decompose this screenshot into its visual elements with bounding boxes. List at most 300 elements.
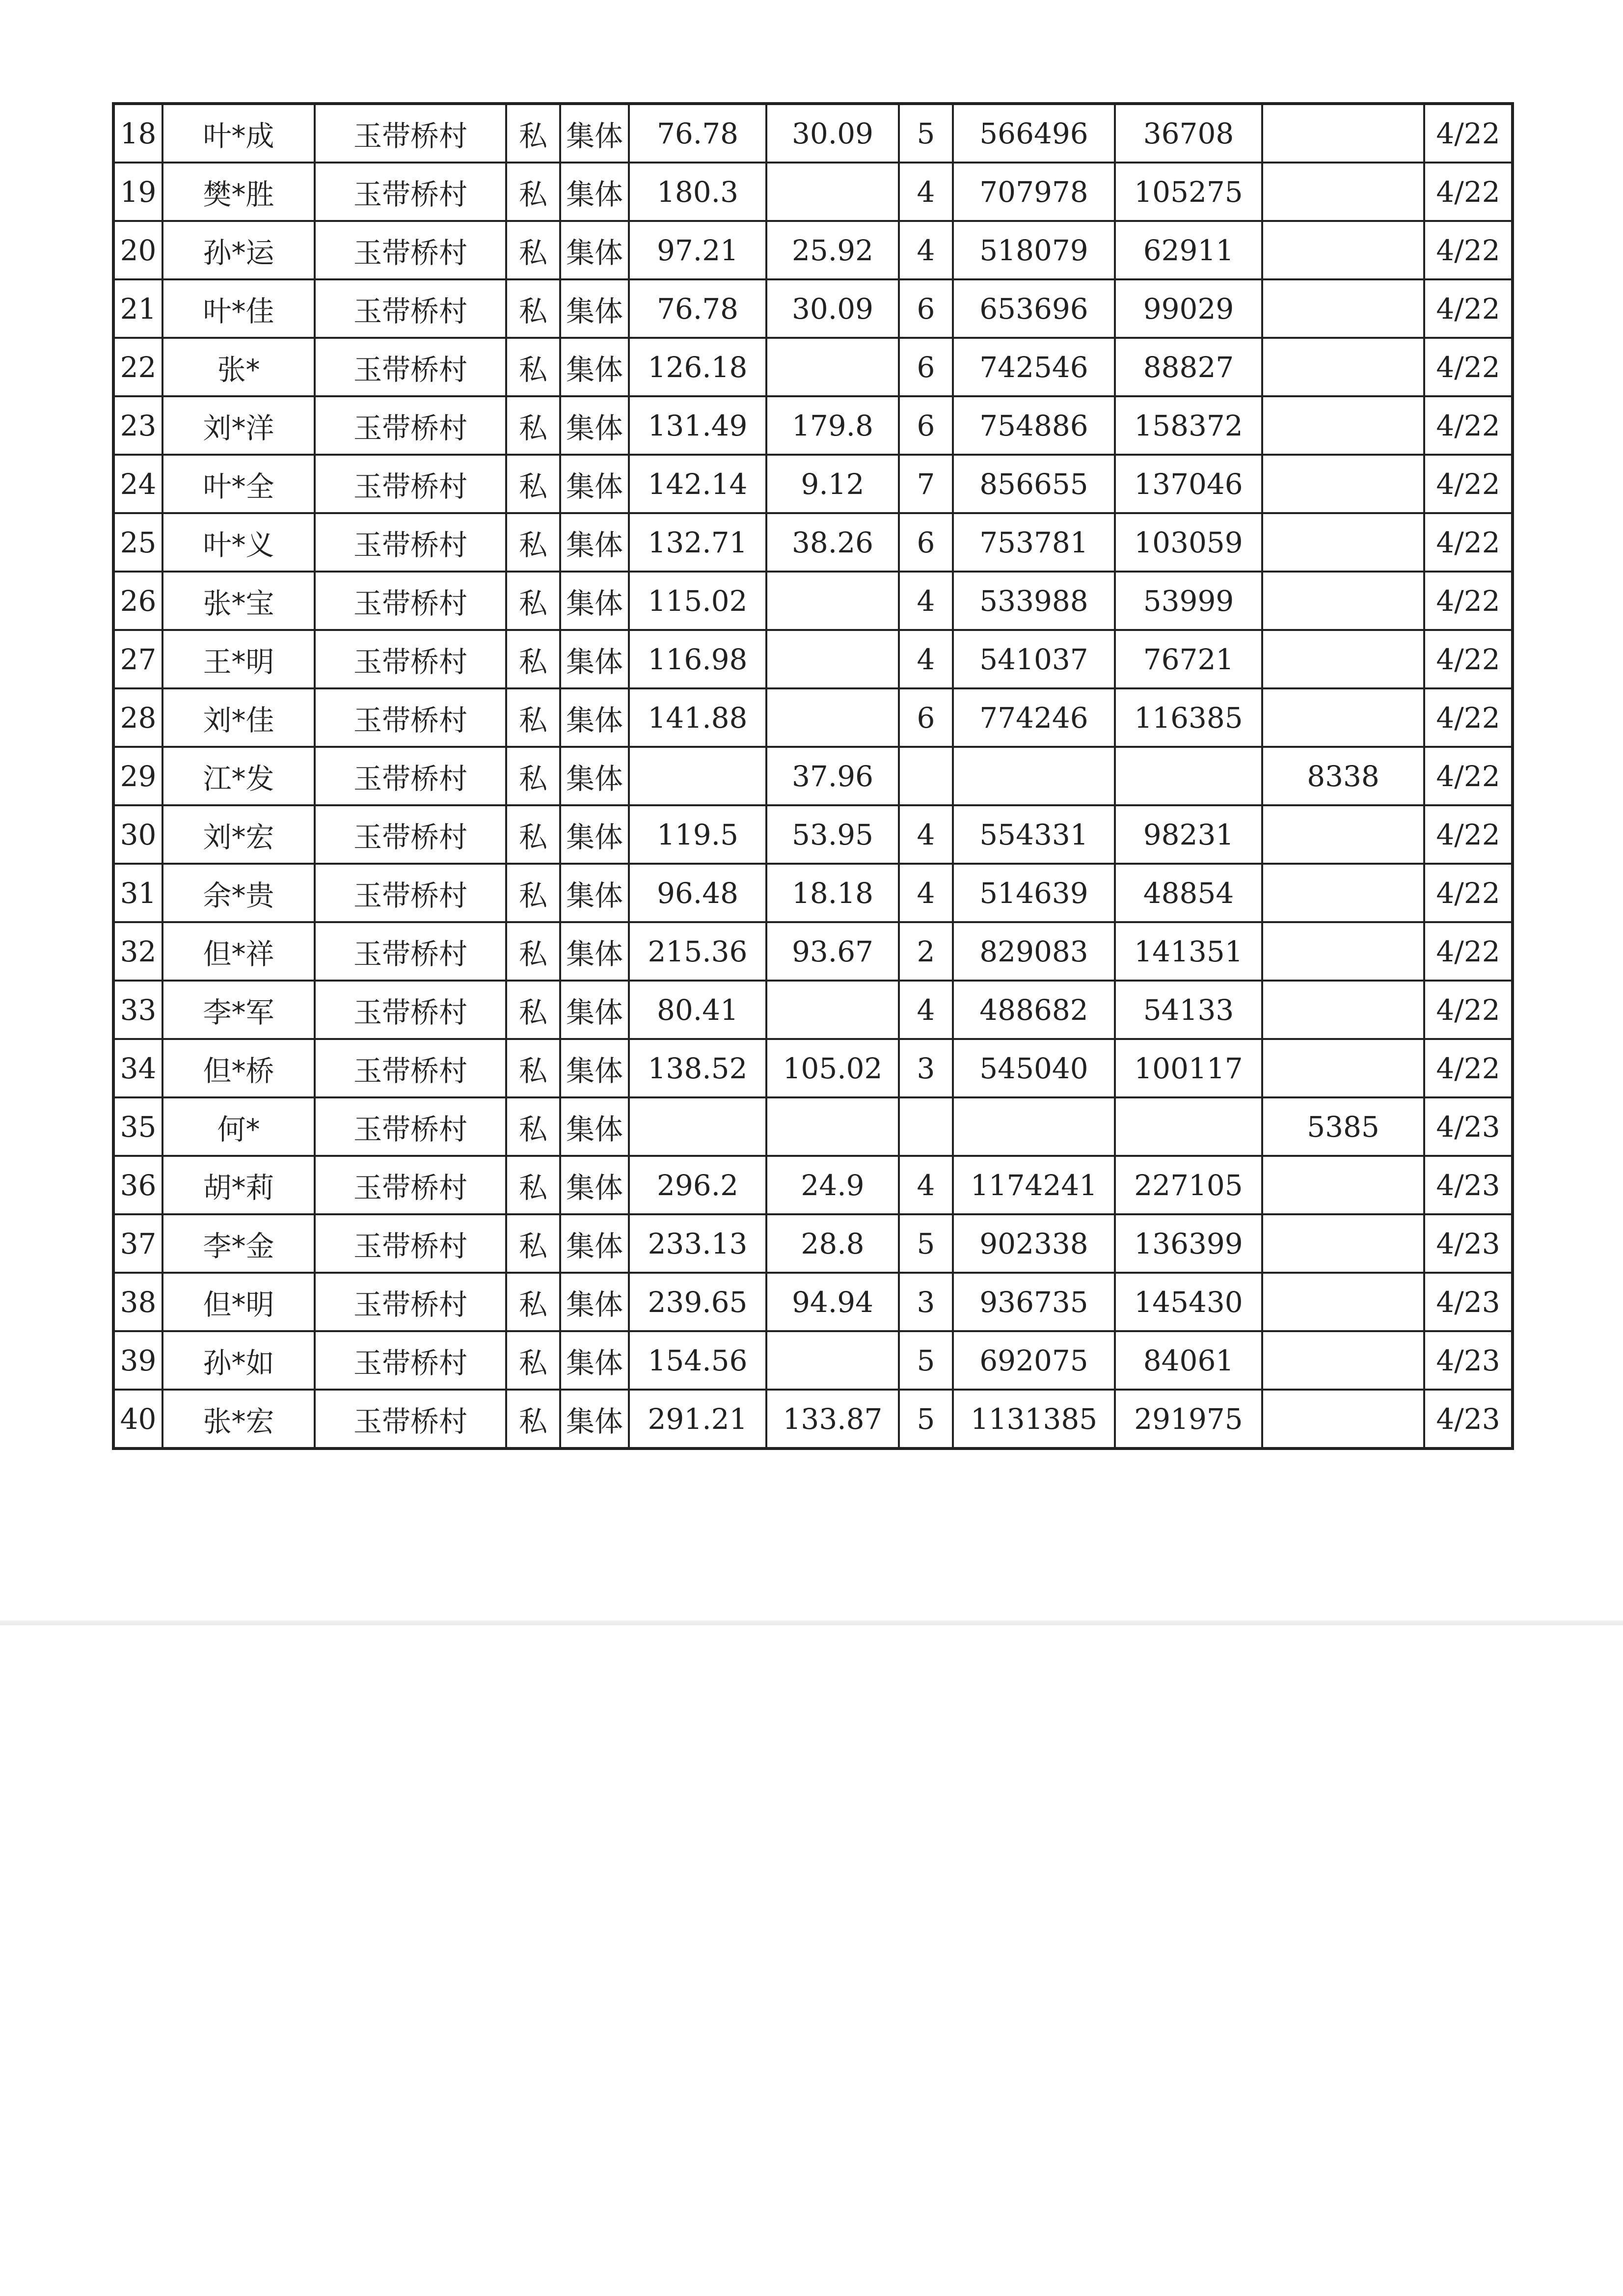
cell-ownership: 集体 [560, 864, 629, 922]
cell-amount-a: 545040 [953, 1039, 1115, 1097]
cell-type: 私 [506, 747, 560, 805]
cell-date: 4/22 [1424, 513, 1513, 572]
cell-village: 玉带桥村 [315, 455, 506, 513]
cell-amount-a: 1131385 [953, 1390, 1115, 1449]
table-row [113, 1331, 1513, 1390]
cell-type: 私 [506, 455, 560, 513]
cell-date: 4/22 [1424, 805, 1513, 864]
cell-date: 4/22 [1424, 1039, 1513, 1097]
cell-type: 私 [506, 981, 560, 1039]
cell-name: 但*祥 [162, 922, 315, 981]
cell-area-a: 138.52 [629, 1039, 766, 1097]
cell-amount-b: 54133 [1115, 981, 1262, 1039]
table-row [113, 396, 1513, 455]
cell-amount-c [1262, 1214, 1424, 1273]
cell-type: 私 [506, 396, 560, 455]
table-row [113, 1039, 1513, 1097]
cell-area-a: 296.2 [629, 1156, 766, 1214]
cell-type: 私 [506, 1156, 560, 1214]
cell-village: 玉带桥村 [315, 163, 506, 221]
cell-area-b [766, 630, 899, 688]
cell-count: 4 [899, 864, 953, 922]
cell-ownership: 集体 [560, 221, 629, 279]
cell-amount-a: 518079 [953, 221, 1115, 279]
cell-area-b [766, 1097, 899, 1156]
cell-amount-b: 84061 [1115, 1331, 1262, 1390]
cell-area-b: 94.94 [766, 1273, 899, 1331]
cell-no: 36 [113, 1156, 162, 1214]
cell-count: 3 [899, 1273, 953, 1331]
cell-count: 6 [899, 513, 953, 572]
cell-ownership: 集体 [560, 1039, 629, 1097]
table-row [113, 864, 1513, 922]
cell-amount-a: 856655 [953, 455, 1115, 513]
cell-no: 22 [113, 338, 162, 396]
cell-area-a: 141.88 [629, 688, 766, 747]
cell-amount-b: 36708 [1115, 104, 1262, 163]
cell-area-a [629, 1097, 766, 1156]
cell-type: 私 [506, 1331, 560, 1390]
table-row [113, 1390, 1513, 1449]
cell-type: 私 [506, 1039, 560, 1097]
cell-amount-c [1262, 630, 1424, 688]
table-row [113, 572, 1513, 630]
cell-ownership: 集体 [560, 396, 629, 455]
cell-area-b [766, 1331, 899, 1390]
cell-area-a: 76.78 [629, 279, 766, 338]
cell-name: 刘*佳 [162, 688, 315, 747]
cell-village: 玉带桥村 [315, 513, 506, 572]
cell-amount-b: 98231 [1115, 805, 1262, 864]
cell-date: 4/23 [1424, 1273, 1513, 1331]
cell-name: 刘*宏 [162, 805, 315, 864]
cell-amount-b [1115, 1097, 1262, 1156]
cell-area-a: 291.21 [629, 1390, 766, 1449]
cell-amount-a: 1174241 [953, 1156, 1115, 1214]
cell-name: 李*金 [162, 1214, 315, 1273]
cell-date: 4/23 [1424, 1214, 1513, 1273]
cell-amount-b: 137046 [1115, 455, 1262, 513]
cell-area-b: 28.8 [766, 1214, 899, 1273]
cell-type: 私 [506, 221, 560, 279]
cell-village: 玉带桥村 [315, 279, 506, 338]
cell-amount-c: 8338 [1262, 747, 1424, 805]
cell-no: 21 [113, 279, 162, 338]
table-row [113, 104, 1513, 163]
cell-amount-a: 692075 [953, 1331, 1115, 1390]
cell-name: 张*宝 [162, 572, 315, 630]
cell-area-b: 24.9 [766, 1156, 899, 1214]
cell-type: 私 [506, 805, 560, 864]
cell-count: 6 [899, 338, 953, 396]
cell-no: 24 [113, 455, 162, 513]
table-row [113, 338, 1513, 396]
cell-amount-c [1262, 221, 1424, 279]
table-row [113, 1097, 1513, 1156]
cell-no: 27 [113, 630, 162, 688]
cell-no: 35 [113, 1097, 162, 1156]
cell-area-a: 97.21 [629, 221, 766, 279]
cell-type: 私 [506, 1390, 560, 1449]
cell-area-b [766, 688, 899, 747]
cell-amount-c [1262, 338, 1424, 396]
cell-no: 39 [113, 1331, 162, 1390]
cell-amount-c [1262, 1390, 1424, 1449]
cell-amount-a: 742546 [953, 338, 1115, 396]
cell-count: 4 [899, 221, 953, 279]
cell-ownership: 集体 [560, 1156, 629, 1214]
cell-area-a: 96.48 [629, 864, 766, 922]
cell-name: 叶*全 [162, 455, 315, 513]
cell-amount-c [1262, 805, 1424, 864]
cell-no: 18 [113, 104, 162, 163]
cell-village: 玉带桥村 [315, 338, 506, 396]
cell-area-b: 133.87 [766, 1390, 899, 1449]
cell-amount-c [1262, 455, 1424, 513]
cell-count: 4 [899, 981, 953, 1039]
cell-amount-b: 227105 [1115, 1156, 1262, 1214]
cell-count [899, 747, 953, 805]
cell-amount-a: 753781 [953, 513, 1115, 572]
cell-type: 私 [506, 338, 560, 396]
cell-count: 7 [899, 455, 953, 513]
cell-date: 4/22 [1424, 279, 1513, 338]
records-table [112, 102, 1514, 1450]
cell-count: 4 [899, 805, 953, 864]
cell-no: 34 [113, 1039, 162, 1097]
cell-amount-c [1262, 688, 1424, 747]
cell-area-b: 93.67 [766, 922, 899, 981]
cell-area-a: 80.41 [629, 981, 766, 1039]
cell-no: 31 [113, 864, 162, 922]
cell-count: 5 [899, 104, 953, 163]
cell-name: 孙*如 [162, 1331, 315, 1390]
cell-village: 玉带桥村 [315, 630, 506, 688]
cell-amount-c [1262, 981, 1424, 1039]
table-row [113, 1214, 1513, 1273]
cell-village: 玉带桥村 [315, 396, 506, 455]
cell-ownership: 集体 [560, 981, 629, 1039]
cell-date: 4/22 [1424, 163, 1513, 221]
cell-type: 私 [506, 1097, 560, 1156]
cell-village: 玉带桥村 [315, 747, 506, 805]
cell-no: 38 [113, 1273, 162, 1331]
cell-type: 私 [506, 1273, 560, 1331]
cell-type: 私 [506, 279, 560, 338]
cell-date: 4/22 [1424, 338, 1513, 396]
cell-amount-b: 99029 [1115, 279, 1262, 338]
cell-no: 26 [113, 572, 162, 630]
cell-count: 4 [899, 572, 953, 630]
cell-type: 私 [506, 630, 560, 688]
table-row [113, 630, 1513, 688]
cell-no: 19 [113, 163, 162, 221]
cell-amount-a: 829083 [953, 922, 1115, 981]
cell-no: 28 [113, 688, 162, 747]
cell-count [899, 1097, 953, 1156]
cell-date: 4/23 [1424, 1390, 1513, 1449]
cell-amount-b: 136399 [1115, 1214, 1262, 1273]
cell-amount-c [1262, 1156, 1424, 1214]
table-row [113, 747, 1513, 805]
cell-ownership: 集体 [560, 163, 629, 221]
cell-name: 刘*洋 [162, 396, 315, 455]
cell-area-a [629, 747, 766, 805]
cell-amount-a: 541037 [953, 630, 1115, 688]
cell-name: 但*桥 [162, 1039, 315, 1097]
cell-village: 玉带桥村 [315, 922, 506, 981]
cell-amount-c [1262, 396, 1424, 455]
cell-type: 私 [506, 922, 560, 981]
cell-type: 私 [506, 513, 560, 572]
cell-amount-a: 754886 [953, 396, 1115, 455]
cell-amount-a: 514639 [953, 864, 1115, 922]
cell-ownership: 集体 [560, 1214, 629, 1273]
cell-count: 5 [899, 1214, 953, 1273]
cell-village: 玉带桥村 [315, 1214, 506, 1273]
cell-name: 张*宏 [162, 1390, 315, 1449]
cell-name: 叶*义 [162, 513, 315, 572]
cell-village: 玉带桥村 [315, 1390, 506, 1449]
cell-area-a: 119.5 [629, 805, 766, 864]
cell-village: 玉带桥村 [315, 1273, 506, 1331]
cell-ownership: 集体 [560, 104, 629, 163]
cell-name: 李*军 [162, 981, 315, 1039]
cell-count: 4 [899, 1156, 953, 1214]
cell-amount-b: 100117 [1115, 1039, 1262, 1097]
cell-date: 4/22 [1424, 104, 1513, 163]
cell-village: 玉带桥村 [315, 1039, 506, 1097]
cell-name: 余*贵 [162, 864, 315, 922]
cell-date: 4/22 [1424, 455, 1513, 513]
cell-amount-c [1262, 1039, 1424, 1097]
cell-no: 25 [113, 513, 162, 572]
cell-village: 玉带桥村 [315, 864, 506, 922]
cell-count: 2 [899, 922, 953, 981]
cell-area-a: 132.71 [629, 513, 766, 572]
cell-ownership: 集体 [560, 805, 629, 864]
table-row [113, 279, 1513, 338]
table-row [113, 981, 1513, 1039]
cell-ownership: 集体 [560, 279, 629, 338]
cell-village: 玉带桥村 [315, 221, 506, 279]
cell-name: 江*发 [162, 747, 315, 805]
cell-type: 私 [506, 688, 560, 747]
cell-ownership: 集体 [560, 1331, 629, 1390]
cell-count: 4 [899, 630, 953, 688]
cell-village: 玉带桥村 [315, 572, 506, 630]
table-row [113, 1273, 1513, 1331]
cell-name: 张* [162, 338, 315, 396]
cell-name: 叶*佳 [162, 279, 315, 338]
table-row [113, 922, 1513, 981]
cell-amount-a: 554331 [953, 805, 1115, 864]
cell-amount-c [1262, 1273, 1424, 1331]
cell-area-b: 25.92 [766, 221, 899, 279]
cell-name: 胡*莉 [162, 1156, 315, 1214]
cell-village: 玉带桥村 [315, 1331, 506, 1390]
cell-count: 6 [899, 688, 953, 747]
cell-type: 私 [506, 572, 560, 630]
cell-ownership: 集体 [560, 922, 629, 981]
cell-ownership: 集体 [560, 338, 629, 396]
cell-amount-c [1262, 1331, 1424, 1390]
cell-no: 30 [113, 805, 162, 864]
cell-area-a: 126.18 [629, 338, 766, 396]
cell-area-a: 233.13 [629, 1214, 766, 1273]
cell-area-b: 30.09 [766, 279, 899, 338]
cell-count: 4 [899, 163, 953, 221]
cell-area-a: 131.49 [629, 396, 766, 455]
cell-count: 3 [899, 1039, 953, 1097]
cell-amount-c [1262, 513, 1424, 572]
cell-village: 玉带桥村 [315, 1156, 506, 1214]
table-row [113, 805, 1513, 864]
cell-amount-b: 105275 [1115, 163, 1262, 221]
cell-village: 玉带桥村 [315, 981, 506, 1039]
cell-date: 4/22 [1424, 864, 1513, 922]
cell-ownership: 集体 [560, 630, 629, 688]
cell-area-b [766, 981, 899, 1039]
cell-date: 4/22 [1424, 688, 1513, 747]
cell-type: 私 [506, 864, 560, 922]
cell-area-b: 53.95 [766, 805, 899, 864]
cell-area-a: 115.02 [629, 572, 766, 630]
cell-date: 4/22 [1424, 630, 1513, 688]
cell-area-b: 179.8 [766, 396, 899, 455]
table-row [113, 1156, 1513, 1214]
cell-area-b: 30.09 [766, 104, 899, 163]
cell-amount-b [1115, 747, 1262, 805]
cell-date: 4/22 [1424, 572, 1513, 630]
cell-amount-a: 936735 [953, 1273, 1115, 1331]
cell-amount-c [1262, 864, 1424, 922]
cell-no: 32 [113, 922, 162, 981]
cell-name: 孙*运 [162, 221, 315, 279]
cell-area-b [766, 572, 899, 630]
cell-type: 私 [506, 104, 560, 163]
cell-amount-b: 103059 [1115, 513, 1262, 572]
cell-amount-b: 62911 [1115, 221, 1262, 279]
cell-amount-c [1262, 279, 1424, 338]
cell-date: 4/23 [1424, 1097, 1513, 1156]
cell-area-a: 76.78 [629, 104, 766, 163]
cell-ownership: 集体 [560, 455, 629, 513]
cell-amount-a: 774246 [953, 688, 1115, 747]
cell-amount-c [1262, 572, 1424, 630]
cell-name: 王*明 [162, 630, 315, 688]
cell-date: 4/22 [1424, 396, 1513, 455]
cell-amount-a: 653696 [953, 279, 1115, 338]
cell-count: 6 [899, 279, 953, 338]
cell-area-b: 37.96 [766, 747, 899, 805]
cell-village: 玉带桥村 [315, 805, 506, 864]
cell-area-b: 105.02 [766, 1039, 899, 1097]
table-row [113, 221, 1513, 279]
cell-amount-c [1262, 922, 1424, 981]
cell-amount-a: 533988 [953, 572, 1115, 630]
cell-count: 5 [899, 1331, 953, 1390]
cell-amount-b: 145430 [1115, 1273, 1262, 1331]
cell-area-b [766, 163, 899, 221]
cell-count: 5 [899, 1390, 953, 1449]
cell-area-a: 239.65 [629, 1273, 766, 1331]
cell-ownership: 集体 [560, 1097, 629, 1156]
table-body [113, 104, 1513, 1449]
cell-amount-b: 76721 [1115, 630, 1262, 688]
cell-ownership: 集体 [560, 513, 629, 572]
cell-no: 33 [113, 981, 162, 1039]
cell-amount-b: 53999 [1115, 572, 1262, 630]
cell-ownership: 集体 [560, 688, 629, 747]
cell-village: 玉带桥村 [315, 104, 506, 163]
cell-no: 40 [113, 1390, 162, 1449]
cell-date: 4/22 [1424, 747, 1513, 805]
table-row [113, 455, 1513, 513]
cell-amount-c [1262, 163, 1424, 221]
table-row [113, 513, 1513, 572]
cell-type: 私 [506, 163, 560, 221]
cell-date: 4/22 [1424, 922, 1513, 981]
cell-date: 4/22 [1424, 981, 1513, 1039]
cell-area-a: 116.98 [629, 630, 766, 688]
cell-area-a: 142.14 [629, 455, 766, 513]
cell-area-a: 154.56 [629, 1331, 766, 1390]
cell-name: 何* [162, 1097, 315, 1156]
cell-area-a: 215.36 [629, 922, 766, 981]
cell-amount-b: 48854 [1115, 864, 1262, 922]
cell-date: 4/23 [1424, 1156, 1513, 1214]
cell-amount-a: 488682 [953, 981, 1115, 1039]
cell-village: 玉带桥村 [315, 688, 506, 747]
table-row [113, 688, 1513, 747]
cell-amount-b: 116385 [1115, 688, 1262, 747]
cell-amount-b: 141351 [1115, 922, 1262, 981]
cell-amount-a: 902338 [953, 1214, 1115, 1273]
cell-ownership: 集体 [560, 747, 629, 805]
cell-name: 但*明 [162, 1273, 315, 1331]
cell-area-b: 38.26 [766, 513, 899, 572]
cell-count: 6 [899, 396, 953, 455]
cell-amount-a: 566496 [953, 104, 1115, 163]
cell-type: 私 [506, 1214, 560, 1273]
cell-ownership: 集体 [560, 1273, 629, 1331]
cell-amount-b: 158372 [1115, 396, 1262, 455]
cell-amount-c: 5385 [1262, 1097, 1424, 1156]
cell-amount-c [1262, 104, 1424, 163]
table-row [113, 163, 1513, 221]
cell-no: 29 [113, 747, 162, 805]
cell-amount-a: 707978 [953, 163, 1115, 221]
cell-date: 4/22 [1424, 221, 1513, 279]
cell-name: 叶*成 [162, 104, 315, 163]
cell-area-b: 9.12 [766, 455, 899, 513]
scan-edge [0, 1620, 1623, 1625]
cell-ownership: 集体 [560, 572, 629, 630]
cell-no: 23 [113, 396, 162, 455]
cell-amount-a [953, 1097, 1115, 1156]
cell-area-b: 18.18 [766, 864, 899, 922]
cell-no: 20 [113, 221, 162, 279]
cell-ownership: 集体 [560, 1390, 629, 1449]
cell-amount-b: 88827 [1115, 338, 1262, 396]
cell-amount-b: 291975 [1115, 1390, 1262, 1449]
cell-area-b [766, 338, 899, 396]
cell-amount-a [953, 747, 1115, 805]
cell-village: 玉带桥村 [315, 1097, 506, 1156]
cell-name: 樊*胜 [162, 163, 315, 221]
cell-date: 4/23 [1424, 1331, 1513, 1390]
